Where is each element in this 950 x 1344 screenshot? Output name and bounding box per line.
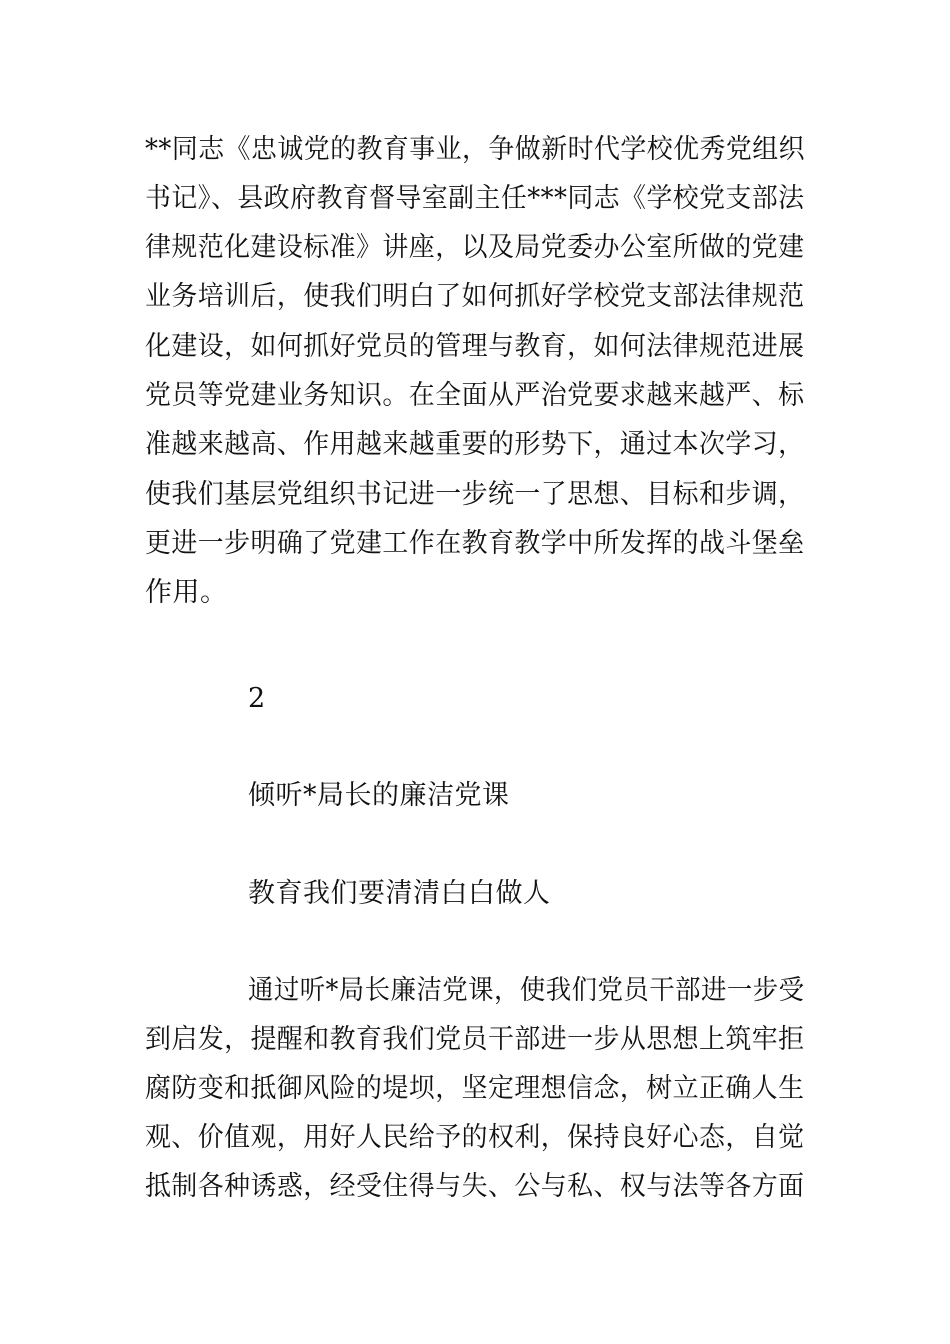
paragraph-line: 观、价值观，用好人民给予的权利，保持良好心态，自觉 <box>145 1122 805 1153</box>
paragraph-line: 律规范化建设标准》讲座，以及局党委办公室所做的党建 <box>145 232 805 263</box>
paragraph-line: 书记》、县政府教育督导室副主任***同志《学校党支部法 <box>145 183 805 214</box>
paragraph-line: 通过听*局长廉洁党课，使我们党员干部进一步受 <box>248 975 805 1006</box>
paragraph-line: 腐防变和抵御风险的堤坝，坚定理想信念，树立正确人生 <box>145 1073 805 1104</box>
paragraph-line: 使我们基层党组织书记进一步统一了思想、目标和步调， <box>145 479 805 510</box>
paragraph-line: 业务培训后，使我们明白了如何抓好学校党支部法律规范 <box>145 281 805 312</box>
paragraph-line: 到启发，提醒和教育我们党员干部进一步从思想上筑牢拒 <box>145 1024 805 1055</box>
paragraph-line: 准越来越高、作用越来越重要的形势下，通过本次学习， <box>145 429 805 460</box>
section-number: 2 <box>248 683 266 714</box>
paragraph-line: **同志《忠诚党的教育事业，争做新时代学校优秀党组织 <box>145 134 805 165</box>
paragraph-line: 作用。 <box>145 577 228 608</box>
section-title-line-2: 教育我们要清清白白做人 <box>248 878 551 909</box>
section-title-line-1: 倾听*局长的廉洁党课 <box>248 780 510 811</box>
paragraph-line: 党员等党建业务知识。在全面从严治党要求越来越严、标 <box>145 380 805 411</box>
paragraph-line: 化建设，如何抓好党员的管理与教育，如何法律规范进展 <box>145 331 805 362</box>
paragraph-line: 抵制各种诱惑，经受住得与失、公与私、权与法等各方面 <box>145 1171 805 1202</box>
paragraph-line: 更进一步明确了党建工作在教育教学中所发挥的战斗堡垒 <box>145 528 805 559</box>
